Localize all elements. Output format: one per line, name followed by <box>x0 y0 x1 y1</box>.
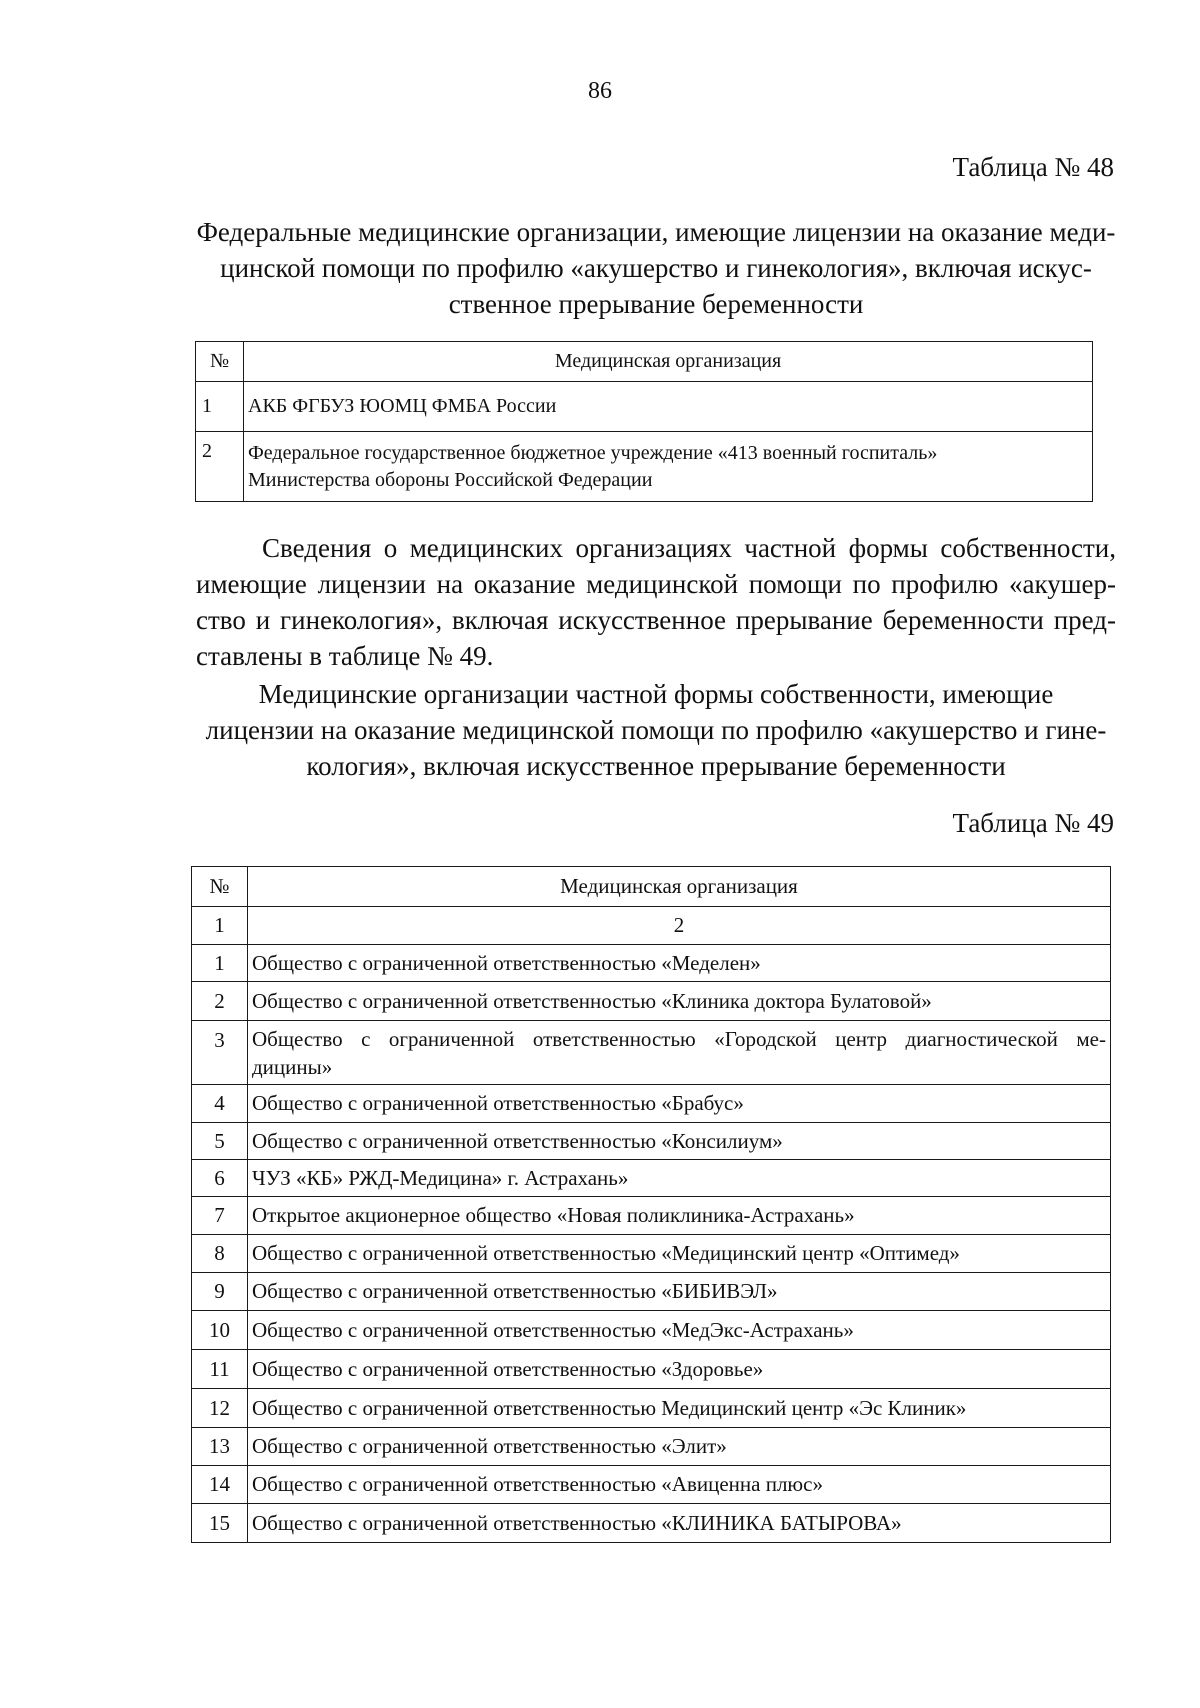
title-line: цинской помощи по профилю «акушерство и гинекология», включая искус- <box>220 253 1092 283</box>
table-row <box>192 1021 1111 1085</box>
table-row <box>196 432 1093 502</box>
column-number-row <box>192 907 1111 945</box>
org-line: Общество с ограниченной ответственностью «Городской центр диагностической ме- <box>252 1026 1106 1051</box>
table-header-row <box>192 867 1111 907</box>
paragraph-line: ставлены в таблице № 49. <box>196 641 494 671</box>
row-number: 3 <box>192 1021 248 1085</box>
table-row <box>192 1428 1111 1466</box>
title-line: ственное прерывание беременности <box>448 289 864 319</box>
column-number: 2 <box>248 907 1111 945</box>
table-row <box>192 1311 1111 1350</box>
row-number: 4 <box>192 1085 248 1123</box>
row-number: 13 <box>192 1428 248 1466</box>
table-row <box>192 1160 1111 1197</box>
paragraph-line: ство и гинекология», включая искусственное прерывание беременности пред- <box>196 605 1116 635</box>
table-row <box>192 1273 1111 1311</box>
row-number: 6 <box>192 1160 248 1197</box>
row-organization: Общество с ограниченной ответственностью Медицинский центр «Эс Клиник» <box>248 1389 1111 1428</box>
table-49-caption: Таблица № 49 <box>952 808 1114 838</box>
row-number: 8 <box>192 1235 248 1273</box>
table-row <box>192 982 1111 1021</box>
row-number: 11 <box>192 1350 248 1389</box>
column-number: 1 <box>192 907 248 945</box>
table-49-title <box>196 676 1116 784</box>
table-row <box>192 1466 1111 1504</box>
row-organization: Общество с ограниченной ответственностью «Здоровье» <box>248 1350 1111 1389</box>
row-organization: Общество с ограниченной ответственностью «Меделен» <box>248 945 1111 982</box>
row-number: 14 <box>192 1466 248 1504</box>
row-organization: Общество с ограниченной ответственностью «МедЭкс-Астрахань» <box>248 1311 1111 1350</box>
title-line: кология», включая искусственное прерывание беременности <box>306 751 1006 781</box>
org-line: Министерства обороны Российской Федерации <box>248 468 653 491</box>
table-row <box>192 1197 1111 1235</box>
title-line: лицензии на оказание медицинской помощи по профилю «акушерство и гине- <box>205 715 1107 745</box>
row-organization: Общество с ограниченной ответственностью «Авиценна плюс» <box>248 1466 1111 1504</box>
org-line: Федеральное государственное бюджетное учреждение «413 военный госпиталь» <box>248 441 938 464</box>
title-line: Медицинские организации частной формы собственности, имеющие <box>258 679 1054 709</box>
row-organization: Общество с ограниченной ответственностью «Консилиум» <box>248 1123 1111 1160</box>
row-organization <box>248 1021 1111 1085</box>
row-number: 2 <box>192 982 248 1021</box>
row-organization: ЧУЗ «КБ» РЖД-Медицина» г. Астрахань» <box>248 1160 1111 1197</box>
table-row <box>192 1504 1111 1543</box>
table-row <box>192 1085 1111 1123</box>
row-organization: Общество с ограниченной ответственностью «КЛИНИКА БАТЫРОВА» <box>248 1504 1111 1543</box>
header-organization: Медицинская организация <box>244 342 1093 382</box>
table-row <box>192 1235 1111 1273</box>
row-organization: Общество с ограниченной ответственностью «БИБИВЭЛ» <box>248 1273 1111 1311</box>
row-organization: Общество с ограниченной ответственностью «Брабус» <box>248 1085 1111 1123</box>
info-paragraph <box>196 530 1116 674</box>
header-number: № <box>196 342 244 382</box>
row-organization <box>244 432 1093 502</box>
row-organization: Общество с ограниченной ответственностью «Элит» <box>248 1428 1111 1466</box>
row-number: 12 <box>192 1389 248 1428</box>
org-line: дицины» <box>252 1054 333 1079</box>
table-row <box>192 945 1111 982</box>
row-number: 15 <box>192 1504 248 1543</box>
row-number: 2 <box>196 432 244 502</box>
table-row <box>192 1350 1111 1389</box>
paragraph-line: имеющие лицензии на оказание медицинской помощи по профилю «акушер- <box>196 569 1116 599</box>
table-48-caption: Таблица № 48 <box>952 152 1114 182</box>
table-49 <box>191 866 1111 1543</box>
row-number: 1 <box>192 945 248 982</box>
title-line: Федеральные медицинские организации, имеющие лицензии на оказание меди- <box>196 217 1116 247</box>
table-row <box>192 1123 1111 1160</box>
table-row <box>192 1389 1111 1428</box>
row-number: 1 <box>196 382 244 432</box>
row-number: 5 <box>192 1123 248 1160</box>
row-organization: Открытое акционерное общество «Новая поликлиника-Астрахань» <box>248 1197 1111 1235</box>
row-number: 7 <box>192 1197 248 1235</box>
header-number: № <box>192 867 248 907</box>
table-48-title <box>196 214 1116 322</box>
row-organization: Общество с ограниченной ответственностью «Клиника доктора Булатовой» <box>248 982 1111 1021</box>
row-organization: Общество с ограниченной ответственностью «Медицинский центр «Оптимед» <box>248 1235 1111 1273</box>
page-number: 86 <box>588 78 612 104</box>
table-48 <box>195 341 1093 502</box>
row-organization: АКБ ФГБУЗ ЮОМЦ ФМБА России <box>244 382 1093 432</box>
row-number: 9 <box>192 1273 248 1311</box>
table-header-row <box>196 342 1093 382</box>
table-row <box>196 382 1093 432</box>
row-number: 10 <box>192 1311 248 1350</box>
header-organization: Медицинская организация <box>248 867 1111 907</box>
paragraph-line: Сведения о медицинских организациях частной формы собственности, <box>262 533 1116 563</box>
